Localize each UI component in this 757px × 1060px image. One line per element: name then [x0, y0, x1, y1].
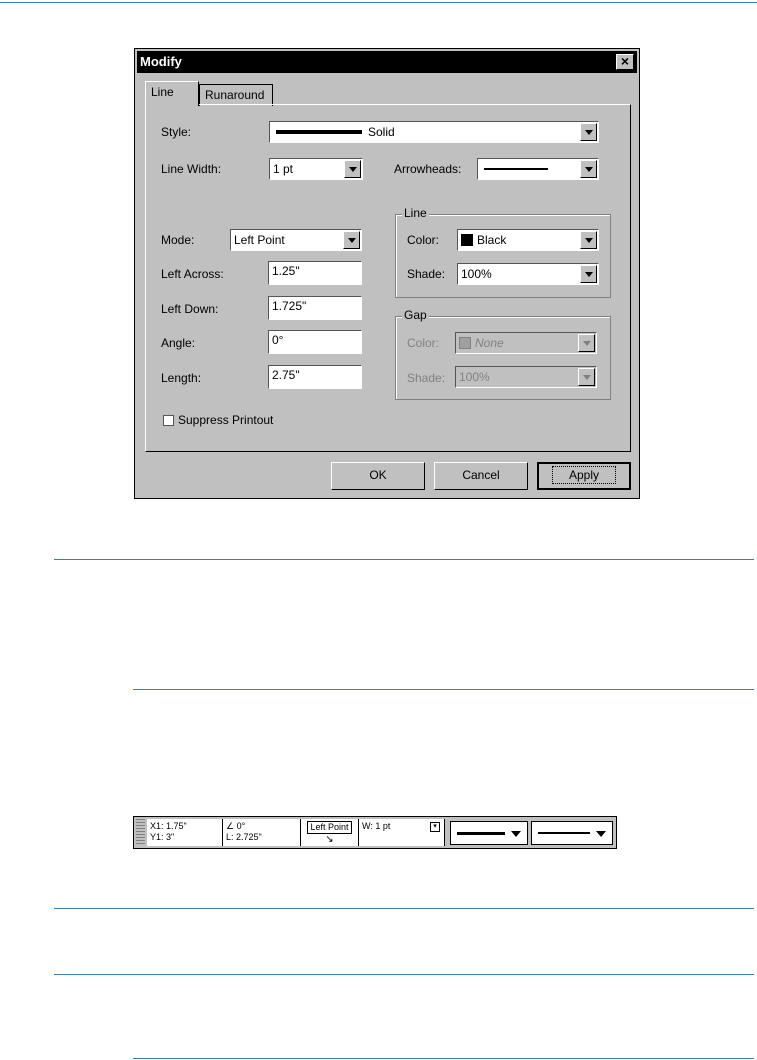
modify-dialog [134, 48, 640, 499]
gap-shade-label: Shade: [407, 371, 446, 385]
gap-shade-select [455, 366, 597, 388]
gap-color-select [455, 332, 597, 354]
section-rule [54, 908, 754, 909]
chevron-down-icon[interactable] [580, 265, 597, 283]
line-color-select[interactable] [457, 229, 599, 251]
left-across-label: Left Across: [161, 267, 224, 281]
line-width-value: 1 pt [273, 162, 294, 176]
chevron-down-icon[interactable] [580, 123, 597, 141]
chevron-down-icon[interactable] [511, 831, 521, 837]
mode-segment [301, 819, 359, 846]
top-rule [0, 2, 757, 3]
length-input[interactable]: 2.75" [268, 365, 362, 389]
tab-runaround-label: Runaround [205, 88, 265, 102]
apply-label: Apply [552, 466, 616, 484]
angle-length-segment [223, 819, 301, 846]
palette-grip[interactable] [136, 819, 145, 846]
cancel-button[interactable] [434, 462, 528, 490]
tab-line[interactable] [145, 81, 199, 106]
line-width-label: Line Width: [161, 162, 222, 176]
chevron-down-icon[interactable] [580, 231, 597, 249]
line-color-text: Black [477, 233, 507, 247]
arrowhead-sample [538, 832, 590, 834]
suppress-printout-checkbox[interactable] [163, 415, 174, 426]
gap-group-title: Gap [404, 308, 427, 322]
angle-label: Angle: [161, 336, 196, 350]
chevron-down-icon [578, 334, 595, 352]
dialog-title: Modify [140, 54, 182, 69]
title-bar [137, 51, 637, 73]
close-icon: × [620, 53, 630, 69]
gap-color-text: None [475, 336, 504, 350]
gap-color-label: Color: [407, 336, 440, 350]
line-shade-label: Shade: [407, 267, 446, 281]
arrowheads-select[interactable] [477, 158, 599, 180]
section-rule [54, 974, 754, 975]
mode-value: Left Point [234, 233, 285, 247]
line-group [395, 206, 611, 298]
ok-button[interactable] [331, 462, 425, 490]
color-swatch [461, 234, 473, 246]
tab-runaround[interactable] [199, 84, 273, 106]
angle-row [226, 821, 297, 832]
left-down-input[interactable]: 1.725" [268, 296, 362, 320]
line-group-title: Line [404, 206, 427, 220]
gap-shade-value: 100% [459, 370, 490, 384]
mode-label: Mode: [161, 233, 195, 247]
line-width-select[interactable] [269, 158, 363, 180]
chevron-down-icon[interactable] [344, 160, 361, 178]
chevron-down-icon[interactable] [596, 831, 606, 837]
line-style-dropdown[interactable] [450, 821, 528, 845]
section-rule [54, 559, 754, 560]
chevron-down-icon[interactable] [580, 160, 597, 178]
suppress-printout-label: Suppress Printout [178, 413, 274, 427]
style-value: Solid [368, 125, 395, 139]
arrowhead-line-sample [484, 168, 548, 170]
none-swatch-icon [459, 337, 471, 349]
angle-icon: ∠ [226, 821, 235, 831]
gap-color-value [459, 336, 504, 350]
chevron-down-icon[interactable] [343, 231, 360, 249]
toolbar-angle-value[interactable]: 0° [236, 821, 246, 831]
line-shade-value: 100% [461, 267, 492, 281]
xy-segment [147, 819, 223, 846]
arrowheads-label: Arrowheads: [394, 162, 462, 176]
angle-input[interactable]: 0° [268, 330, 362, 354]
left-down-label: Left Down: [161, 302, 219, 316]
line-color-value [461, 233, 506, 247]
arrowhead-dropdown[interactable] [531, 821, 613, 845]
style-label: Style: [161, 125, 192, 139]
close-button[interactable] [616, 54, 634, 70]
width-dropdown-icon[interactable]: ▾ [430, 822, 440, 832]
chevron-down-icon [578, 368, 595, 386]
section-rule [133, 1058, 754, 1059]
apply-button[interactable] [537, 462, 631, 490]
ok-label: OK [369, 468, 387, 482]
width-segment [359, 819, 445, 846]
cancel-label: Cancel [462, 468, 500, 482]
style-select[interactable] [269, 121, 599, 143]
length-label: Length: [161, 371, 202, 385]
line-color-label: Color: [407, 233, 440, 247]
x1-value[interactable]: X1: 1.75" [150, 821, 187, 831]
section-rule [133, 689, 754, 690]
measurements-palette [133, 816, 617, 849]
line-shade-select[interactable] [457, 263, 599, 285]
mode-select[interactable] [230, 229, 362, 251]
line-style-sample [457, 832, 505, 835]
toolbar-width-value[interactable]: W: 1 pt [362, 821, 391, 831]
tab-line-label: Line [151, 85, 174, 99]
left-across-input[interactable]: 1.25" [268, 261, 362, 285]
y1-value[interactable]: Y1: 3" [150, 832, 175, 842]
toolbar-mode-label[interactable]: Left Point [307, 821, 351, 834]
diagonal-arrow-icon: ↘ [325, 834, 334, 845]
toolbar-length-value[interactable]: L: 2.725" [226, 832, 262, 842]
style-line-sample [276, 130, 362, 134]
